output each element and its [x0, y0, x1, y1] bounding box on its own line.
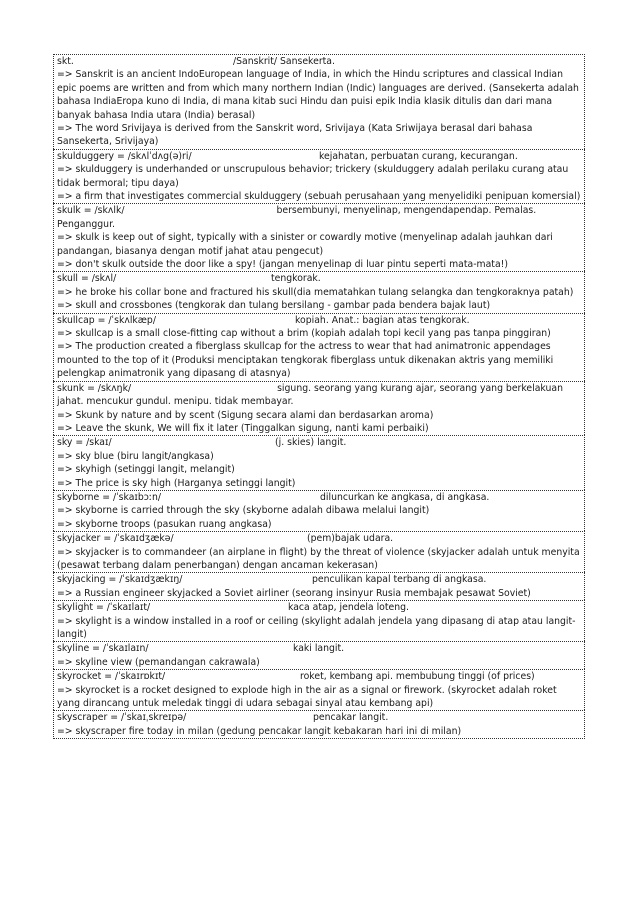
example-line: => skyline view (pemandangan cakrawala) — [57, 656, 260, 668]
entry-translation: kaki langit. — [293, 643, 345, 655]
entry-skyscraper — [53, 710, 585, 739]
entry-translation: kejahatan, perbuatan curang, kecurangan. — [319, 150, 518, 162]
entry-translation: kaca atap, jendela loteng. — [288, 602, 409, 614]
example-line: => skyjacker is to commandeer (an airplane in flight) by the threat of violence (skyjacker adalah untuk menyita (pesawat terbang dalam penerbangan) dengan ancaman kekerasan) — [57, 546, 580, 571]
entry-skullcap — [53, 313, 585, 381]
example-line: => skyrocket is a rocket designed to explode high in the air as a signal or firework. (skyrocket adalah roket yang dirancang untuk meledak tinggi di udara sebagai sinyal atau kembang api) — [57, 684, 557, 709]
entry-skt — [53, 54, 585, 149]
entry-headword: skullcap = /ˈskʌlkæp/ — [57, 314, 156, 326]
entry-headword: skyline = /ˈskaɪlaɪn/ — [57, 643, 149, 655]
entry-headword: sky = /skaɪ/ — [57, 437, 112, 449]
example-line: => The word Srivijaya is derived from the Sanskrit word, Srivijaya (Kata Sriwijaya berasal dari bahasa Sansekerta, Srivijaya) — [57, 123, 533, 148]
entry-translation: sigung. seorang yang kurang ajar, seorang yang berkelakuan jahat. mencukur gundul. menipu. tidak membayar. — [57, 382, 563, 408]
example-line: => skull and crossbones (tengkorak dan tulang bersilang - gambar pada bendera bajak laut) — [57, 300, 491, 312]
entry-skyjacking — [53, 572, 585, 600]
entry-skyborne — [53, 490, 585, 531]
entry-translation: penculikan kapal terbang di angkasa. — [312, 574, 487, 586]
entry-translation: pencakar langit. — [313, 712, 389, 724]
example-line: => skyhigh (setinggi langit, melangit) — [57, 464, 235, 476]
example-line: => Sanskrit is an ancient IndoEuropean language of India, in which the Hindu scriptures and classical Indian epic poems are written and from which many northern Indian (Indic) languages are derived. (Sansekerta adalah bahasa IndiaEropa kuno di India, di mana kitab suci Hindu dan puisi epik India klasik ditulis dan dari mana banyak bahasa India utara (India) berasal) — [57, 69, 579, 121]
entry-skyline — [53, 641, 585, 669]
entry-translation: tengkorak. — [271, 273, 321, 285]
entry-skunk — [53, 381, 585, 436]
entry-skyrocket — [53, 669, 585, 710]
example-line: => Leave the skunk, We will fix it later (Tinggalkan sigung, nanti kami perbaiki) — [57, 422, 429, 434]
entry-headword: skylight = /ˈskaɪlaɪt/ — [57, 602, 151, 614]
example-line: => skyborne troops (pasukan ruang angkasa) — [57, 518, 272, 530]
entry-translation: (j. skies) langit. — [275, 437, 347, 449]
entry-headword: skt. — [57, 56, 74, 67]
example-line: => The price is sky high (Harganya setinggi langit) — [57, 477, 296, 489]
example-line: => skyborne is carried through the sky (skyborne adalah dibawa melalui langit) — [57, 505, 430, 517]
example-line: => Skunk by nature and by scent (Sigung secara alami dan berdasarkan aroma) — [57, 409, 434, 421]
entry-headword: skyscraper = /ˈskaɪˌskreɪpə/ — [57, 712, 187, 724]
dictionary-page — [53, 54, 585, 739]
entry-headword: skulduggery = /skʌlˈdʌg(ə)ri/ — [57, 150, 192, 162]
entry-translation: roket, kembang api. membubung tinggi (of prices) — [300, 671, 535, 683]
example-line: => don't skulk outside the door like a spy! (jangan menyelinap di luar pintu seperti mata-mata!) — [57, 259, 508, 271]
example-line: => a Russian engineer skyjacked a Soviet airliner (seorang insinyur Rusia membajak pesawat Soviet) — [57, 587, 531, 599]
entry-headword: skyrocket = /ˈskaɪrɒkɪt/ — [57, 671, 166, 683]
entry-translation: /Sanskrit/ Sansekerta. — [233, 56, 335, 67]
entry-headword: skyborne = /ˈskaɪbɔːn/ — [57, 491, 162, 503]
example-line: => skulk is keep out of sight, typically with a sinister or cowardly motive (menyelinap adalah jauhkan dari pandangan, biasanya dengan motif jahat atau pengecut) — [57, 232, 553, 257]
entry-skulk — [53, 203, 585, 271]
example-line: => skullcap is a small close-fitting cap without a brim (kopiah adalah topi kecil yang pas tanpa pinggiran) — [57, 328, 551, 340]
example-line: => sky blue (biru langit/angkasa) — [57, 450, 214, 462]
entry-skulduggery — [53, 149, 585, 204]
example-line: => he broke his collar bone and fractured his skull(dia mematahkan tulang selangka dan tengkoraknya patah) — [57, 286, 574, 298]
entry-sky — [53, 435, 585, 490]
entry-headword: skyjacker = /ˈskaɪdʒækə/ — [57, 533, 174, 545]
example-line: => The production created a fiberglass skullcap for the actress to wear that had animatronic appendages mounted to the top of it (Produksi menciptakan tengkorak fiberglass untuk dikenakan aktris yang memiliki pelengkap animatronik yang dipasang di atasnya) — [57, 341, 554, 380]
entry-translation: bersembunyi, menyelinap, mengendapendap. Pemalas. Penganggur. — [57, 205, 537, 230]
example-line: => skylight is a window installed in a roof or ceiling (skylight adalah jendela yang dipasang di atap atau langit-langit) — [57, 615, 576, 640]
entry-headword: skunk = /skʌŋk/ — [57, 382, 132, 394]
entry-headword: skulk = /skʌlk/ — [57, 205, 125, 217]
entry-skyjacker — [53, 531, 585, 572]
entry-headword: skull = /skʌl/ — [57, 273, 117, 285]
entry-translation: (pem)bajak udara. — [307, 533, 394, 545]
entry-headword: skyjacking = /ˈskaɪdʒækɪŋ/ — [57, 574, 183, 586]
example-line: => skyscraper fire today in milan (gedung pencakar langit kebakaran hari ini di milan) — [57, 725, 462, 737]
entry-translation: kopiah. Anat.: bagian atas tengkorak. — [295, 314, 470, 326]
entry-skylight — [53, 600, 585, 641]
entry-translation: diluncurkan ke angkasa, di angkasa. — [320, 491, 490, 503]
example-line: => skulduggery is underhanded or unscrupulous behavior; trickery (skulduggery adalah perilaku curang atau tidak bermoral; tipu daya) — [57, 164, 569, 189]
example-line: => a firm that investigates commercial skulduggery (sebuah perusahaan yang menyelidiki penipuan komersial) — [57, 191, 581, 203]
entry-skull — [53, 271, 585, 312]
